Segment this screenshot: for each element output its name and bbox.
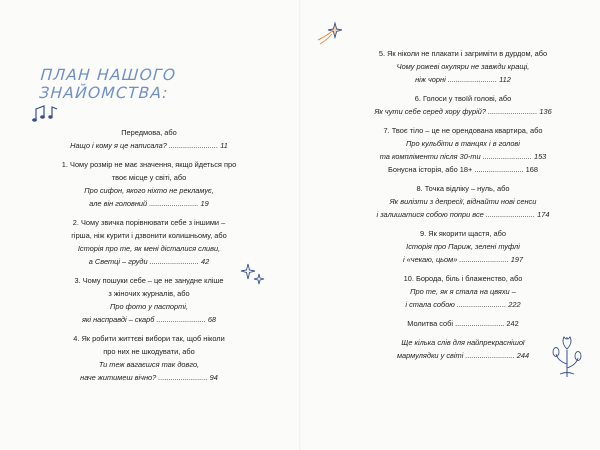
toc-line: 10. Борода, біль і блаженство, або [403, 274, 523, 283]
toc-line: мармулядки у світі ........................ 244 [396, 351, 530, 360]
toc-line: 3. Чому пошуки себе – це не занудне кліше [74, 276, 224, 285]
toc-line: 8. Точка відліку – нуль, або [416, 184, 510, 193]
toc-entry[interactable] [338, 336, 588, 362]
toc-line: і стала собою ........................ 222 [405, 300, 521, 309]
toc-line: Передмова, або [121, 128, 177, 137]
toc-entry[interactable] [338, 317, 588, 330]
toc-entry[interactable] [18, 158, 280, 210]
toc-line: Історія про Париж, зелені туфлі [406, 242, 520, 251]
toc-line: Про те, як я стала на цвяхи – [410, 287, 516, 296]
toc-line: та компліменти після 30-ти ........................ 153 [379, 152, 547, 161]
toc-line: Нащо і кому я це написала? ........................ 11 [70, 141, 228, 150]
toc-entry[interactable] [18, 216, 280, 268]
toc-line: про них не шкодувати, або [103, 347, 195, 356]
toc-line: і залишатися собою попри все ........................ 174 [376, 210, 550, 219]
toc-entry[interactable] [338, 92, 588, 118]
page-title: ПЛАН НАШОГО ЗНАЙОМСТВА: [38, 66, 177, 102]
toc-line: ніж чорні ........................ 112 [415, 75, 511, 84]
toc-line: Про фото у паспорті, [110, 302, 188, 311]
toc-line: наче житимеш вічно? ........................ 94 [80, 373, 218, 382]
toc-line: твоє місце у світі, або [111, 173, 187, 182]
toc-line: Як чути себе серед хору фурій? ........................ 136 [374, 107, 552, 116]
toc-line: Про кульбіти в танцях і в голові [406, 139, 520, 148]
shooting-star-icon [316, 20, 344, 46]
toc-line: які насправді – скарб ........................ 68 [81, 315, 217, 324]
toc-entry[interactable] [338, 182, 588, 221]
toc-line: 5. Як ніколи не плакати і загриміти в дурдом, або [378, 49, 548, 58]
toc-line: Як вилізти з депресії, віднайти нові сенси [389, 197, 537, 206]
toc-line: Молитва собі ........................ 242 [407, 319, 519, 328]
toc-line: Бонусна історія, або 18+ ........................ 168 [388, 165, 538, 174]
toc-line: гірша, ніж курити і дзвонити колишньому, або [71, 231, 227, 240]
toc-right [338, 47, 588, 368]
toc-line: з жіночих журналів, або [108, 289, 190, 298]
toc-entry[interactable] [18, 332, 280, 384]
toc-entry[interactable] [18, 126, 280, 152]
toc-line: 1. Чому розмір не має значення, якщо йдеться про [61, 160, 237, 169]
toc-line: 4. Як робити життєві вибори так, щоб ніколи [73, 334, 225, 343]
toc-line: і «чекаю, цьом» ........................ 197 [402, 255, 524, 264]
toc-line: 6. Голоси у твоїй голові, або [414, 94, 512, 103]
music-notes-icon [30, 104, 64, 124]
toc-left [18, 126, 280, 390]
toc-entry[interactable] [338, 124, 588, 176]
toc-line: але він головний ........................ 19 [89, 199, 209, 208]
toc-line: Чому рожеві окуляри не завжди кращі, [396, 62, 530, 71]
toc-entry[interactable] [18, 274, 280, 326]
toc-line: 2. Чому звичка порівнювати себе з іншими – [72, 218, 226, 227]
toc-line: а Светці – груди ........................ 42 [88, 257, 210, 266]
toc-line: Ти теж вагаєшся так довго, [98, 360, 200, 369]
toc-line: 9. Як якорити щастя, або [420, 229, 506, 238]
toc-entry[interactable] [338, 272, 588, 311]
toc-line: 7. Твоє тіло – це не орендована квартира, або [383, 126, 543, 135]
toc-line: Ще кілька слів для найпрекраснішої [401, 338, 525, 347]
toc-line: Історія про те, як мені дісталися сливи, [77, 244, 221, 253]
toc-entry[interactable] [338, 47, 588, 86]
toc-line: Про сифон, якого ніхто не рекламує, [84, 186, 214, 195]
right-page [300, 0, 600, 450]
toc-entry[interactable] [338, 227, 588, 266]
